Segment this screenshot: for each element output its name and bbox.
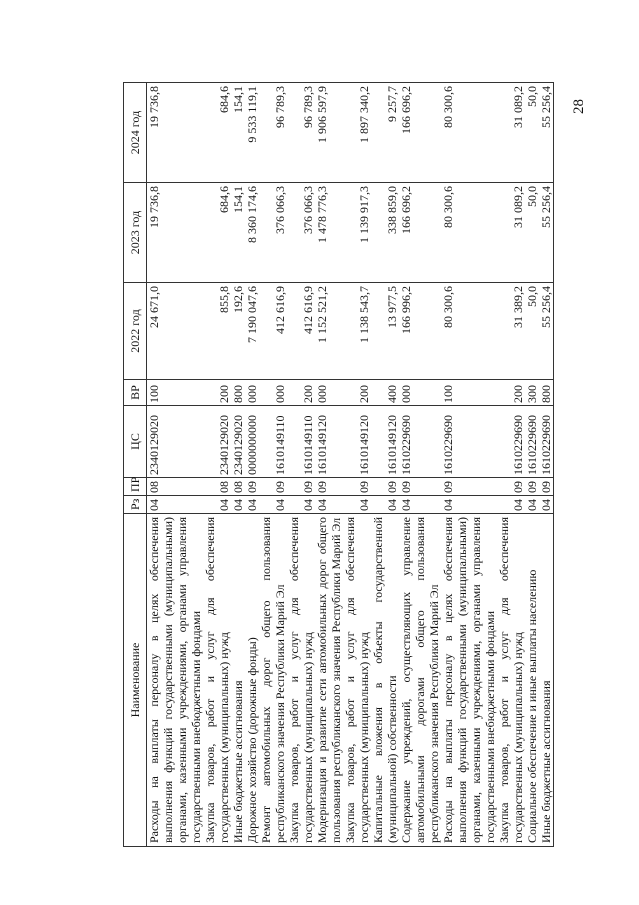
- cell-2022: 13 977,5: [371, 283, 399, 380]
- cell-rz: 04: [343, 496, 371, 514]
- cell-vr: 800: [231, 380, 245, 406]
- cell-2024: 96 789,3: [259, 83, 287, 183]
- cell-vr: 100: [147, 380, 204, 406]
- cell-vr: 100: [441, 380, 497, 406]
- cell-2024: 1 897 340,2: [343, 83, 371, 183]
- cell-rz: 04: [147, 496, 204, 514]
- rotated-page-content: [123, 83, 555, 847]
- cell-vr: 400: [371, 380, 399, 406]
- header-pr: ПР: [124, 478, 147, 496]
- cell-2023: 19 736,8: [147, 183, 204, 283]
- cell-2024: 1 906 597,9: [315, 83, 343, 183]
- cell-2022: 1 138 543,7: [343, 283, 371, 380]
- cell-name: Закупка товаров, работ и услуг для обеспечения государственных (муниципальных) нужд: [203, 514, 231, 847]
- cell-2023: 80 300,6: [441, 183, 497, 283]
- cell-rz: 04: [315, 496, 343, 514]
- cell-name: Закупка товаров, работ и услуг для обеспечения государственных (муниципальных) нужд: [287, 514, 315, 847]
- cell-name: Закупка товаров, работ и услуг для обеспечения государственных (муниципальных) нужд: [497, 514, 525, 847]
- cell-rz: 04: [203, 496, 231, 514]
- table-row: [315, 83, 343, 847]
- table-row: [231, 83, 245, 847]
- table-row: [539, 83, 554, 847]
- cell-cs: 1610229690: [441, 406, 497, 478]
- cell-2022: 7 190 047,6: [245, 283, 259, 380]
- header-vr: ВР: [124, 380, 147, 406]
- cell-vr: 000: [245, 380, 259, 406]
- table-row: [259, 83, 287, 847]
- header-2023: 2023 год: [124, 183, 147, 283]
- cell-vr: 000: [259, 380, 287, 406]
- cell-vr: 200: [287, 380, 315, 406]
- cell-2024: 96 789,3: [287, 83, 315, 183]
- cell-2024: 50,0: [525, 83, 539, 183]
- table-row: [203, 83, 231, 847]
- cell-2023: 154,1: [231, 183, 245, 283]
- cell-pr: 09: [343, 478, 371, 496]
- cell-name: Содержание учреждений, осуществляющих управление автомобильными дорогами общего пользования республиканского значения Республики Марий Эл: [399, 514, 441, 847]
- cell-pr: 09: [497, 478, 525, 496]
- cell-cs: 2340129020: [203, 406, 231, 478]
- cell-2022: 80 300,6: [441, 283, 497, 380]
- cell-cs: 0000000000: [245, 406, 259, 478]
- cell-2024: 31 089,2: [497, 83, 525, 183]
- table-row: [147, 83, 204, 847]
- header-2024: 2024 год: [124, 83, 147, 183]
- page-number: 28: [571, 99, 587, 114]
- cell-rz: 04: [399, 496, 441, 514]
- cell-2023: 1 478 776,3: [315, 183, 343, 283]
- cell-2024: 684,6: [203, 83, 231, 183]
- cell-2023: 376 066,3: [287, 183, 315, 283]
- cell-2024: 9 533 119,1: [245, 83, 259, 183]
- cell-rz: 04: [441, 496, 497, 514]
- cell-2022: 1 152 521,2: [315, 283, 343, 380]
- cell-2023: 684,6: [203, 183, 231, 283]
- table-row: [399, 83, 441, 847]
- cell-2022: 24 671,0: [147, 283, 204, 380]
- cell-name: Расходы на выплаты персоналу в целях обеспечения выполнения функций государственными (муниципальными) органами, казенными учреждениями, органами управления государственными внебюджетными фондами: [147, 514, 204, 847]
- table-row: [287, 83, 315, 847]
- cell-cs: 1610149120: [343, 406, 371, 478]
- cell-rz: 04: [371, 496, 399, 514]
- cell-name: Иные бюджетные ассигнования: [231, 514, 245, 847]
- cell-pr: 09: [525, 478, 539, 496]
- cell-2023: 8 360 174,6: [245, 183, 259, 283]
- cell-2022: 50,0: [525, 283, 539, 380]
- cell-2023: 55 256,4: [539, 183, 554, 283]
- cell-name: Дорожное хозяйство (дорожные фонды): [245, 514, 259, 847]
- cell-2022: 855,8: [203, 283, 231, 380]
- cell-name: Закупка товаров, работ и услуг для обеспечения государственных (муниципальных) нужд: [343, 514, 371, 847]
- cell-vr: 200: [497, 380, 525, 406]
- cell-2023: 166 696,2: [399, 183, 441, 283]
- cell-name: Ремонт автомобильных дорог общего пользования республиканского значения Республики Марий Эл: [259, 514, 287, 847]
- cell-rz: 04: [287, 496, 315, 514]
- budget-table: [123, 82, 554, 847]
- cell-rz: 04: [497, 496, 525, 514]
- cell-2022: 412 616,9: [287, 283, 315, 380]
- cell-2022: 166 996,2: [399, 283, 441, 380]
- table-row: [525, 83, 539, 847]
- cell-cs: 1610229690: [497, 406, 525, 478]
- cell-pr: 09: [245, 478, 259, 496]
- table-header-row: [124, 83, 147, 847]
- table-row: [371, 83, 399, 847]
- cell-vr: 000: [315, 380, 343, 406]
- cell-name: Социальное обеспечение и иные выплаты населению: [525, 514, 539, 847]
- cell-name: Иные бюджетные ассигнования: [539, 514, 554, 847]
- cell-rz: 04: [525, 496, 539, 514]
- cell-2023: 1 139 917,3: [343, 183, 371, 283]
- cell-pr: 09: [287, 478, 315, 496]
- cell-rz: 04: [245, 496, 259, 514]
- cell-pr: 08: [203, 478, 231, 496]
- cell-2023: 376 066,3: [259, 183, 287, 283]
- cell-2023: 50,0: [525, 183, 539, 283]
- cell-rz: 04: [539, 496, 554, 514]
- header-name: Наименование: [124, 514, 147, 847]
- cell-vr: 800: [539, 380, 554, 406]
- table-row: [441, 83, 497, 847]
- cell-2022: 31 389,2: [497, 283, 525, 380]
- cell-vr: 200: [343, 380, 371, 406]
- cell-pr: 09: [315, 478, 343, 496]
- table-row: [245, 83, 259, 847]
- cell-2024: 55 256,4: [539, 83, 554, 183]
- cell-2022: 192,6: [231, 283, 245, 380]
- cell-cs: 1610229690: [539, 406, 554, 478]
- cell-rz: 04: [259, 496, 287, 514]
- table-row: [343, 83, 371, 847]
- cell-vr: 000: [399, 380, 441, 406]
- cell-cs: 1610149120: [315, 406, 343, 478]
- cell-cs: 1610149120: [371, 406, 399, 478]
- cell-2022: 412 616,9: [259, 283, 287, 380]
- cell-name: Капитальные вложения в объекты государственной (муниципальной) собственности: [371, 514, 399, 847]
- cell-name: Расходы на выплаты персоналу в целях обеспечения выполнения функций государственными (муниципальными) органами, казенными учреждениями, органами управления государственными внебюджетными фондами: [441, 514, 497, 847]
- cell-cs: 2340129020: [147, 406, 204, 478]
- cell-pr: 09: [539, 478, 554, 496]
- cell-pr: 09: [371, 478, 399, 496]
- cell-2024: 19 736,8: [147, 83, 204, 183]
- cell-vr: 200: [203, 380, 231, 406]
- cell-cs: 1610149110: [259, 406, 287, 478]
- cell-pr: 08: [231, 478, 245, 496]
- cell-pr: 09: [259, 478, 287, 496]
- cell-cs: 1610149110: [287, 406, 315, 478]
- cell-cs: 1610229690: [525, 406, 539, 478]
- cell-2023: 338 859,0: [371, 183, 399, 283]
- cell-rz: 04: [231, 496, 245, 514]
- cell-2024: 9 257,7: [371, 83, 399, 183]
- header-cs: ЦС: [124, 406, 147, 478]
- table-row: [497, 83, 525, 847]
- cell-2024: 154,1: [231, 83, 245, 183]
- cell-pr: 08: [147, 478, 204, 496]
- cell-2022: 55 256,4: [539, 283, 554, 380]
- cell-cs: 1610229690: [399, 406, 441, 478]
- cell-2024: 80 300,6: [441, 83, 497, 183]
- cell-2024: 166 696,2: [399, 83, 441, 183]
- header-2022: 2022 год: [124, 283, 147, 380]
- cell-name: Модернизация и развитие сети автомобильных дорог общего пользования республиканского значения Республики Марий Эл: [315, 514, 343, 847]
- cell-vr: 300: [525, 380, 539, 406]
- cell-cs: 2340129020: [231, 406, 245, 478]
- cell-pr: 09: [441, 478, 497, 496]
- cell-2023: 31 089,2: [497, 183, 525, 283]
- header-rz: Рз: [124, 496, 147, 514]
- cell-pr: 09: [399, 478, 441, 496]
